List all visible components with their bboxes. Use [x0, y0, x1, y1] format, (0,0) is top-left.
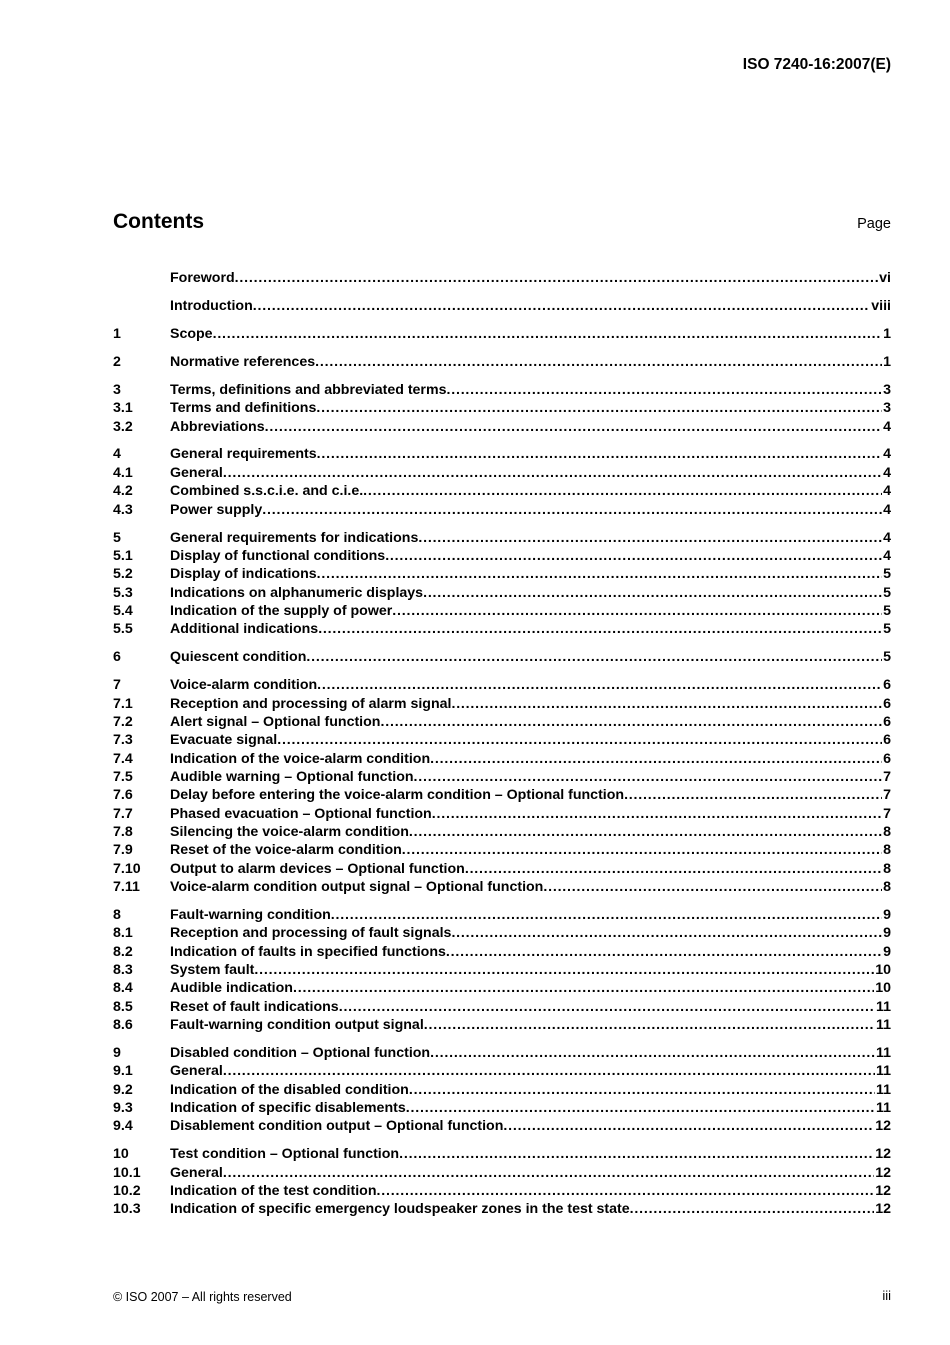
- toc-entry-title: Disablement condition output – Optional function: [170, 1118, 504, 1135]
- toc-entry-page: 3: [883, 400, 891, 417]
- toc-dot-leader: [316, 400, 882, 416]
- toc-entry-page: 6: [883, 695, 891, 712]
- toc-entry[interactable]: [113, 1183, 891, 1201]
- toc-dot-leader: [363, 483, 882, 499]
- toc-entry-page: 3: [883, 381, 891, 398]
- toc-entry-page: 9: [883, 906, 891, 923]
- toc-entry-title: General requirements for indications: [170, 529, 419, 546]
- toc-entry-title: Indication of the test condition: [170, 1183, 377, 1199]
- toc-entry-number: 8.5: [113, 998, 133, 1015]
- toc-entry-number: 7.3: [113, 732, 133, 749]
- toc-entry-page: 4: [883, 464, 891, 481]
- toc-entry[interactable]: [113, 649, 891, 667]
- toc-dot-leader: [262, 502, 882, 518]
- toc-entry[interactable]: [113, 879, 891, 897]
- toc-entry-number: 7.2: [113, 713, 133, 730]
- toc-entry-title: Display of indications: [170, 566, 317, 583]
- toc-entry[interactable]: [113, 962, 891, 980]
- toc-entry[interactable]: [113, 354, 891, 372]
- toc-dot-leader: [317, 677, 882, 693]
- toc-entry[interactable]: [113, 714, 891, 732]
- toc-entry-title: Quiescent condition: [170, 649, 307, 666]
- toc-entry-page: 5: [883, 602, 891, 619]
- toc-entry-number: 5.1: [113, 547, 133, 564]
- toc-entry-number: 10.1: [113, 1164, 141, 1181]
- toc-entry[interactable]: [113, 677, 891, 695]
- toc-dot-leader: [317, 446, 882, 462]
- toc-entry-page: 4: [883, 446, 891, 463]
- toc-entry-number: 4: [113, 446, 121, 463]
- toc-entry-page: 11: [876, 998, 891, 1015]
- toc-entry-page: 6: [883, 732, 891, 749]
- toc-entry[interactable]: [113, 944, 891, 962]
- toc-entry-title: Evacuate signal: [170, 732, 278, 749]
- toc-entry-page: 7: [883, 805, 891, 822]
- toc-entry-number: 9.1: [113, 1063, 133, 1080]
- toc-entry-page: 4: [883, 529, 891, 546]
- toc-entry-title: Foreword: [170, 270, 235, 286]
- toc-dot-leader: [339, 999, 875, 1015]
- toc-entry[interactable]: [113, 787, 891, 805]
- toc-entry-number: 10.3: [113, 1201, 141, 1218]
- toc-dot-leader: [430, 751, 882, 767]
- toc-entry-page: 6: [883, 713, 891, 730]
- toc-entry-number: 6: [113, 649, 121, 666]
- toc-dot-leader: [277, 732, 882, 748]
- toc-dot-leader: [317, 566, 882, 582]
- toc-dot-leader: [409, 1082, 875, 1098]
- toc-dot-leader: [293, 980, 874, 996]
- toc-entry-title: Normative references: [170, 353, 316, 370]
- toc-entry-number: 8.3: [113, 962, 133, 978]
- toc-entry-number: 7.1: [113, 695, 133, 712]
- toc-entry-number: 7.8: [113, 823, 133, 840]
- toc-entry-number: 3.2: [113, 418, 133, 435]
- toc-entry[interactable]: [113, 1017, 891, 1035]
- toc-entry-page: 8: [883, 860, 891, 877]
- toc-dot-leader: [446, 944, 882, 960]
- document-id: ISO 7240-16:2007(E): [742, 56, 891, 73]
- toc-entry-page: 10: [875, 962, 891, 978]
- toc-entry-title: Indication of specific disablements: [170, 1100, 406, 1116]
- toc-entry-title: Abbreviations: [170, 418, 265, 435]
- toc-entry-number: 5: [113, 529, 121, 546]
- toc-entry[interactable]: [113, 621, 891, 639]
- toc-entry[interactable]: [113, 1118, 891, 1136]
- toc-entry-page: 1: [883, 325, 891, 342]
- toc-entry[interactable]: [113, 1082, 891, 1100]
- toc-dot-leader: [423, 585, 882, 601]
- toc-entry-title: General: [170, 1063, 223, 1080]
- toc-entry[interactable]: [113, 907, 891, 925]
- toc-entry[interactable]: [113, 842, 891, 860]
- toc-entry[interactable]: [113, 769, 891, 787]
- toc-entry-title: General: [170, 1164, 223, 1181]
- toc-dot-leader: [418, 530, 882, 546]
- toc-entry-title: Test condition – Optional function: [170, 1146, 400, 1163]
- toc-dot-leader: [543, 879, 882, 895]
- toc-entry-number: 10.2: [113, 1183, 141, 1199]
- toc-entry-title: Audible indication: [170, 980, 293, 997]
- toc-dot-leader: [385, 548, 882, 564]
- toc-entry-title: Scope: [170, 325, 213, 342]
- toc-dot-leader: [235, 270, 879, 286]
- toc-entry-page: 6: [883, 750, 891, 767]
- toc-entry-title: Reset of the voice-alarm condition: [170, 842, 402, 859]
- toc-entry-title: Fault-warning condition: [170, 906, 331, 923]
- toc-entry-page: 12: [875, 1118, 891, 1135]
- toc-entry-title: Indications on alphanumeric displays: [170, 584, 424, 601]
- toc-dot-leader: [409, 824, 882, 840]
- toc-entry-page: 9: [883, 925, 891, 942]
- toc-entry-page: 8: [883, 879, 891, 895]
- toc-entry-number: 8.4: [113, 980, 133, 997]
- toc-entry[interactable]: [113, 1201, 891, 1219]
- toc-entry-page: 9: [883, 943, 891, 960]
- toc-entry-number: 8.6: [113, 1017, 133, 1033]
- toc-entry-number: 5.3: [113, 584, 133, 601]
- toc-entry-title: Output to alarm devices – Optional function: [170, 860, 465, 877]
- toc-entry[interactable]: [113, 483, 891, 501]
- contents-heading: Contents: [113, 210, 204, 233]
- toc-entry-number: 7.11: [113, 879, 140, 895]
- toc-entry-page: 7: [883, 787, 891, 804]
- toc-entry-title: System fault: [170, 962, 255, 978]
- toc-entry-page: viii: [871, 297, 891, 314]
- toc-dot-leader: [451, 925, 882, 941]
- toc-entry[interactable]: [113, 1165, 891, 1183]
- toc-entry-title: Display of functional conditions: [170, 547, 386, 564]
- toc-entry-title: Phased evacuation – Optional function: [170, 805, 432, 822]
- toc-entry-title: Terms and definitions: [170, 400, 317, 417]
- toc-entry-page: 10: [875, 980, 891, 997]
- toc-entry[interactable]: [113, 326, 891, 344]
- toc-entry[interactable]: [113, 400, 891, 418]
- toc-entry[interactable]: [113, 1100, 891, 1118]
- toc-entry-page: 11: [876, 1017, 891, 1033]
- toc-dot-leader: [432, 806, 882, 822]
- toc-dot-leader: [465, 861, 882, 877]
- toc-entry-number: 7.9: [113, 842, 133, 859]
- toc-entry-number: 9: [113, 1045, 121, 1061]
- toc-entry[interactable]: [113, 1146, 891, 1164]
- toc-entry[interactable]: [113, 298, 891, 316]
- toc-dot-leader: [503, 1118, 874, 1134]
- toc-dot-leader: [223, 1165, 874, 1181]
- toc-entry-title: Indication of faults in specified functions: [170, 943, 446, 960]
- toc-entry[interactable]: [113, 419, 891, 437]
- toc-dot-leader: [451, 696, 882, 712]
- toc-entry-number: 8: [113, 906, 121, 923]
- toc-entry-title: Audible warning – Optional function: [170, 768, 414, 785]
- toc-dot-leader: [624, 787, 882, 803]
- toc-entry-page: 12: [875, 1201, 891, 1218]
- toc-entry-number: 4.2: [113, 483, 133, 500]
- toc-dot-leader: [377, 1183, 875, 1199]
- toc-entry[interactable]: [113, 980, 891, 998]
- toc-entry[interactable]: [113, 806, 891, 824]
- toc-dot-leader: [402, 842, 882, 858]
- toc-entry[interactable]: [113, 603, 891, 621]
- toc-dot-leader: [213, 326, 883, 342]
- toc-entry-page: 6: [883, 677, 891, 694]
- toc-entry-page: 11: [876, 1081, 891, 1098]
- toc-dot-leader: [265, 419, 883, 435]
- toc-entry-page: 12: [875, 1183, 891, 1199]
- toc-entry[interactable]: [113, 1045, 891, 1063]
- toc-entry-page: 11: [876, 1045, 891, 1061]
- toc-entry-title: General requirements: [170, 446, 317, 463]
- toc-entry-number: 7: [113, 677, 121, 694]
- toc-entry-number: 8.1: [113, 925, 133, 942]
- toc-entry-title: Additional indications: [170, 621, 319, 638]
- toc-entry-number: 5.4: [113, 602, 133, 619]
- toc-entry[interactable]: [113, 446, 891, 464]
- toc-entry[interactable]: [113, 382, 891, 400]
- toc-entry-title: Indication of the voice-alarm condition: [170, 750, 431, 767]
- toc-entry-title: Voice-alarm condition output signal – Optional function: [170, 879, 544, 895]
- toc-entry[interactable]: [113, 824, 891, 842]
- toc-entry-number: 4.1: [113, 464, 133, 481]
- toc-entry[interactable]: [113, 751, 891, 769]
- toc-entry-page: 1: [883, 353, 891, 370]
- toc-entry[interactable]: [113, 999, 891, 1017]
- toc-dot-leader: [223, 1063, 875, 1079]
- toc-entry-number: 1: [113, 325, 121, 342]
- toc-entry[interactable]: [113, 925, 891, 943]
- toc-dot-leader: [315, 354, 882, 370]
- toc-entry-title: Disabled condition – Optional function: [170, 1045, 431, 1061]
- toc-dot-leader: [414, 769, 883, 785]
- toc-entry-page: 12: [875, 1146, 891, 1163]
- toc-dot-leader: [630, 1201, 875, 1217]
- toc-entry-number: 3: [113, 381, 121, 398]
- toc-entry-number: 7.10: [113, 860, 141, 877]
- toc-entry-title: Silencing the voice-alarm condition: [170, 823, 409, 840]
- toc-dot-leader: [253, 298, 871, 314]
- toc-dot-leader: [331, 907, 882, 923]
- toc-entry-title: Indication of the supply of power: [170, 602, 393, 619]
- toc-entry-page: 5: [883, 649, 891, 666]
- toc-entry-number: 9.4: [113, 1118, 133, 1135]
- toc-entry-number: 5.2: [113, 566, 133, 583]
- toc-dot-leader: [306, 649, 882, 665]
- toc-entry[interactable]: [113, 585, 891, 603]
- toc-entry-title: Delay before entering the voice-alarm condition – Optional function: [170, 787, 625, 804]
- toc-entry-number: 9.3: [113, 1100, 133, 1116]
- toc-dot-leader: [223, 465, 882, 481]
- toc-entry[interactable]: [113, 1063, 891, 1081]
- toc-entry[interactable]: [113, 502, 891, 520]
- toc-entry-title: Voice-alarm condition: [170, 677, 318, 694]
- toc-entry-number: 10: [113, 1146, 129, 1163]
- toc-dot-leader: [424, 1017, 875, 1033]
- toc-entry-page: 8: [883, 823, 891, 840]
- toc-entry-page: 4: [883, 547, 891, 564]
- toc-entry[interactable]: [113, 696, 891, 714]
- toc-entry-number: 4.3: [113, 501, 133, 518]
- toc-entry-number: 2: [113, 353, 121, 370]
- toc-entry-page: 4: [883, 483, 891, 500]
- toc-entry-page: vi: [879, 270, 891, 286]
- toc-entry-page: 11: [876, 1063, 891, 1080]
- toc-entry-number: 7.5: [113, 768, 133, 785]
- toc-entry-number: 7.7: [113, 805, 133, 822]
- toc-entry-page: 5: [883, 621, 891, 638]
- toc-entry-page: 4: [883, 418, 891, 435]
- toc-entry[interactable]: [113, 530, 891, 548]
- toc-dot-leader: [399, 1146, 874, 1162]
- toc-dot-leader: [318, 621, 882, 637]
- toc-entry-title: Terms, definitions and abbreviated terms: [170, 381, 447, 398]
- toc-entry-title: Alert signal – Optional function: [170, 713, 381, 730]
- page-column-label: Page: [857, 216, 891, 232]
- toc-dot-leader: [406, 1100, 875, 1116]
- toc-dot-leader: [380, 714, 882, 730]
- toc-entry-page: 5: [883, 566, 891, 583]
- toc-dot-leader: [392, 603, 882, 619]
- toc-entry[interactable]: [113, 861, 891, 879]
- toc-entry-page: 4: [883, 501, 891, 518]
- toc-entry-number: 7.6: [113, 787, 133, 804]
- toc-entry-number: 5.5: [113, 621, 133, 638]
- toc-entry-title: General: [170, 464, 223, 481]
- toc-entry[interactable]: [113, 465, 891, 483]
- toc-entry-title: Introduction: [170, 297, 253, 314]
- toc-entry-title: Reception and processing of fault signals: [170, 925, 452, 942]
- copyright-notice: © ISO 2007 – All rights reserved: [113, 1290, 292, 1304]
- toc-entry-number: 9.2: [113, 1081, 133, 1098]
- toc-entry-title: Combined s.s.c.i.e. and c.i.e.: [170, 483, 364, 500]
- toc-entry[interactable]: [113, 270, 891, 288]
- toc-entry-title: Fault-warning condition output signal: [170, 1017, 424, 1033]
- toc-entry-title: Power supply: [170, 501, 263, 518]
- toc-entry-title: Indication of specific emergency loudspeaker zones in the test state: [170, 1201, 630, 1218]
- toc-entry-page: 12: [875, 1164, 891, 1181]
- toc-entry[interactable]: [113, 732, 891, 750]
- toc-entry[interactable]: [113, 566, 891, 584]
- page-number: iii: [882, 1288, 891, 1303]
- toc-dot-leader: [446, 382, 882, 398]
- toc-entry-title: Reception and processing of alarm signal: [170, 695, 452, 712]
- toc-entry-title: Indication of the disabled condition: [170, 1081, 409, 1098]
- toc-entry-number: 8.2: [113, 943, 133, 960]
- toc-entry-title: Reset of fault indications: [170, 998, 339, 1015]
- toc-dot-leader: [430, 1045, 875, 1061]
- toc-entry-page: 11: [876, 1100, 891, 1116]
- toc-entry-page: 7: [883, 768, 891, 785]
- toc-entry[interactable]: [113, 548, 891, 566]
- toc-dot-leader: [254, 962, 874, 978]
- toc-entry-page: 5: [883, 584, 891, 601]
- toc-entry-page: 8: [883, 842, 891, 859]
- toc-entry-number: 7.4: [113, 750, 133, 767]
- toc-entry-number: 3.1: [113, 400, 133, 417]
